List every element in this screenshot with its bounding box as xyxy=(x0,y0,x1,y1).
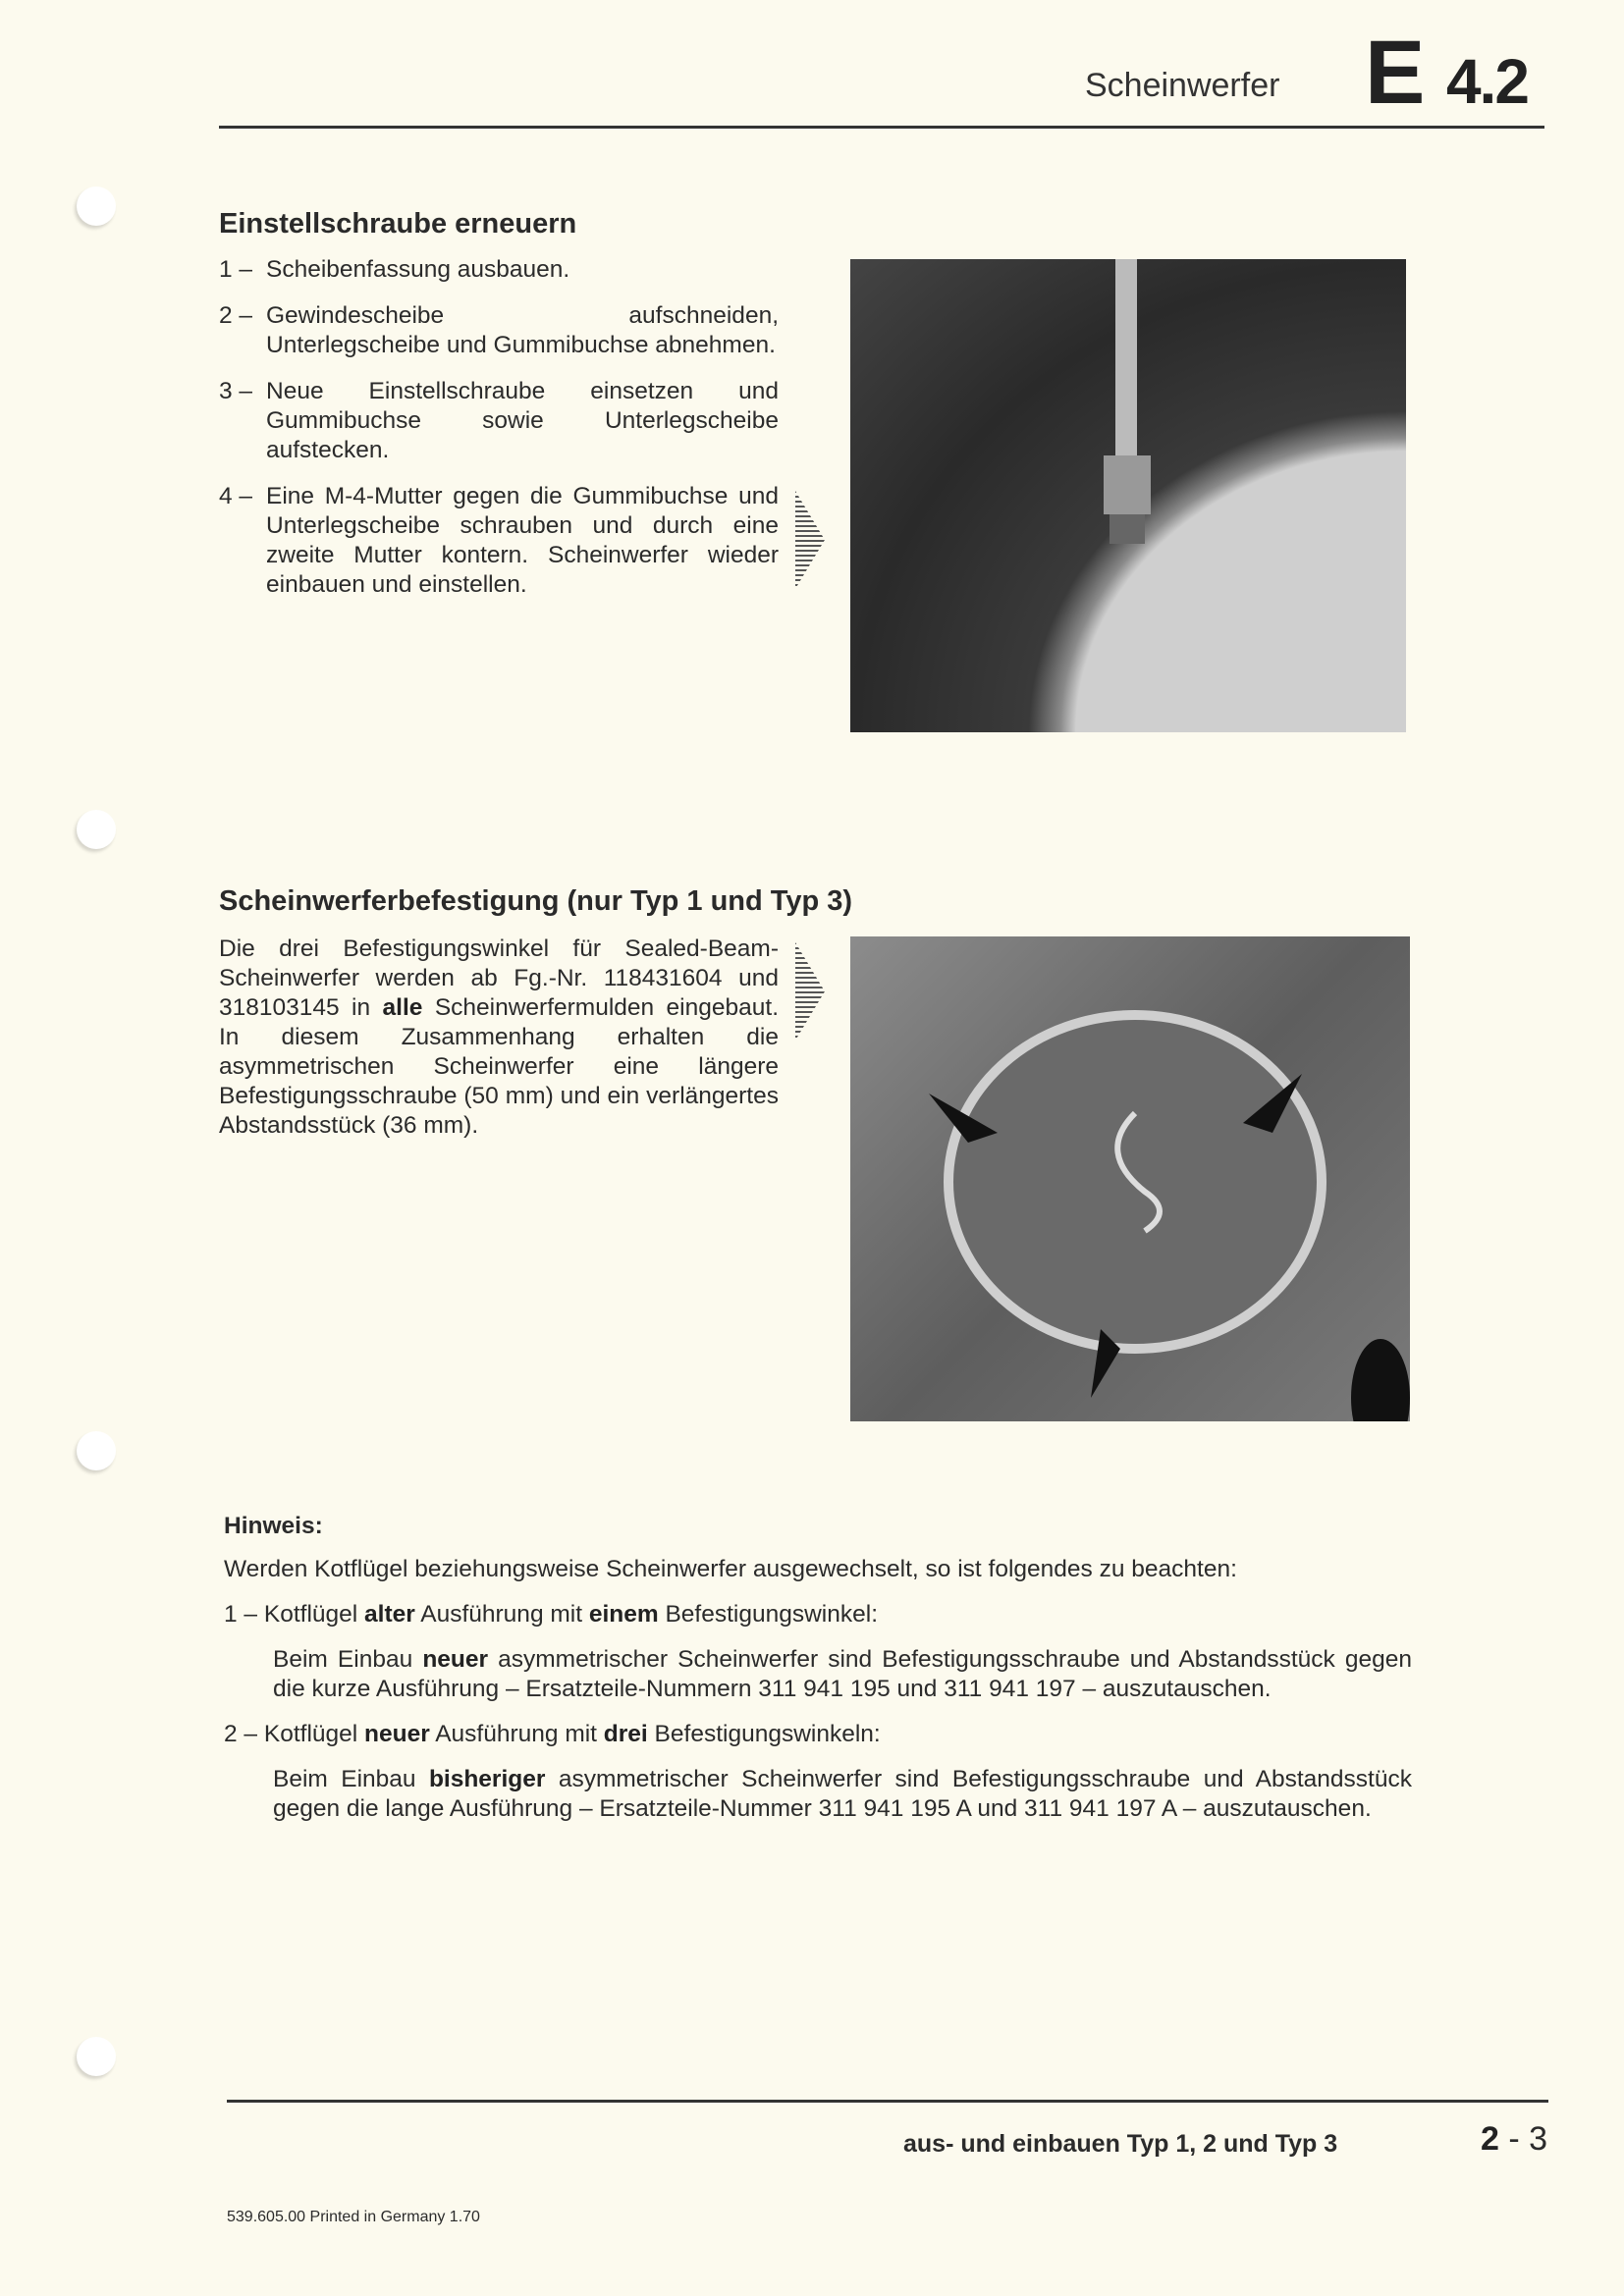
section2-heading: Scheinwerferbefestigung (nur Typ 1 und Typ 3) xyxy=(219,885,853,917)
punch-hole xyxy=(77,187,116,226)
footer-rule xyxy=(227,2100,1548,2103)
photo-headlight-bracket xyxy=(850,936,1410,1421)
punch-hole xyxy=(77,810,116,849)
header-title: Scheinwerfer xyxy=(1085,67,1280,104)
section1-steps xyxy=(219,255,779,616)
arrow-right-icon xyxy=(795,942,825,1041)
step-item: 4 – Eine M-4-Mutter gegen die Gummibuchse und Unterlegscheibe schrauben und durch eine zweite Mutter kontern. Scheinwerfer wieder einbauen und einstellen. xyxy=(219,483,779,598)
step-item: 2 – Gewindescheibe aufschneiden, Unterlegscheibe und Gummibuchse abnehmen. xyxy=(219,302,779,358)
print-info: 539.605.00 Printed in Germany 1.70 xyxy=(227,2209,480,2225)
note-item-1-body: Beim Einbau neuer asymmetrischer Scheinwerfer sind Befestigungsschraube und Abstandsstück gegen die kurze Ausführung – Ersatzteile-Nummern 311 941 195 und 311 941 197 – auszutauschen. xyxy=(273,1646,1412,1702)
note-item-2: 2 – Kotflügel neuer Ausführung mit drei Befestigungswinkeln: xyxy=(224,1721,881,1747)
note-item-2-body: Beim Einbau bisheriger asymmetrischer Scheinwerfer sind Befestigungsschraube und Abstandsstück gegen die lange Ausführung – Ersatzteile-Nummer 311 941 195 A und 311 941 197 A – auszutauschen. xyxy=(273,1766,1412,1822)
note-item-1: 1 – Kotflügel alter Ausführung mit einem Befestigungswinkel: xyxy=(224,1601,879,1628)
punch-hole xyxy=(77,1431,116,1470)
arrow-right-icon xyxy=(795,491,825,589)
step-item: 3 – Neue Einstellschraube einsetzen und Gummibuchse sowie Unterlegscheibe aufstecken. xyxy=(219,378,779,463)
photo-adjusting-screw xyxy=(850,259,1406,732)
header-rule xyxy=(219,126,1544,129)
footer-caption: aus- und einbauen Typ 1, 2 und Typ 3 xyxy=(903,2130,1338,2158)
section2-paragraph: Die drei Befestigungswinkel für Sealed-Beam-Scheinwerfer werden ab Fg.-Nr. 118431604 und 318103145 in alle Scheinwerfermulden eingebaut. In diesem Zusammenhang erhalten die asymmetrischen Scheinwerfer eine längere Befestigungsschraube (50 mm) und ein verlängertes Abstandsstück (36 mm). xyxy=(219,935,779,1139)
step-item: 1 – Scheibenfassung ausbauen. xyxy=(219,256,570,283)
note-heading: Hinweis: xyxy=(224,1513,323,1539)
page-number: 2 - 3 xyxy=(1481,2120,1548,2158)
note-intro: Werden Kotflügel beziehungsweise Scheinwerfer ausgewechselt, so ist folgendes zu beachten: xyxy=(224,1556,1237,1582)
section-code: E 4.2 xyxy=(1365,23,1528,123)
section1-heading: Einstellschraube erneuern xyxy=(219,208,577,240)
note-block xyxy=(224,1512,1412,1840)
punch-hole xyxy=(77,2037,116,2076)
